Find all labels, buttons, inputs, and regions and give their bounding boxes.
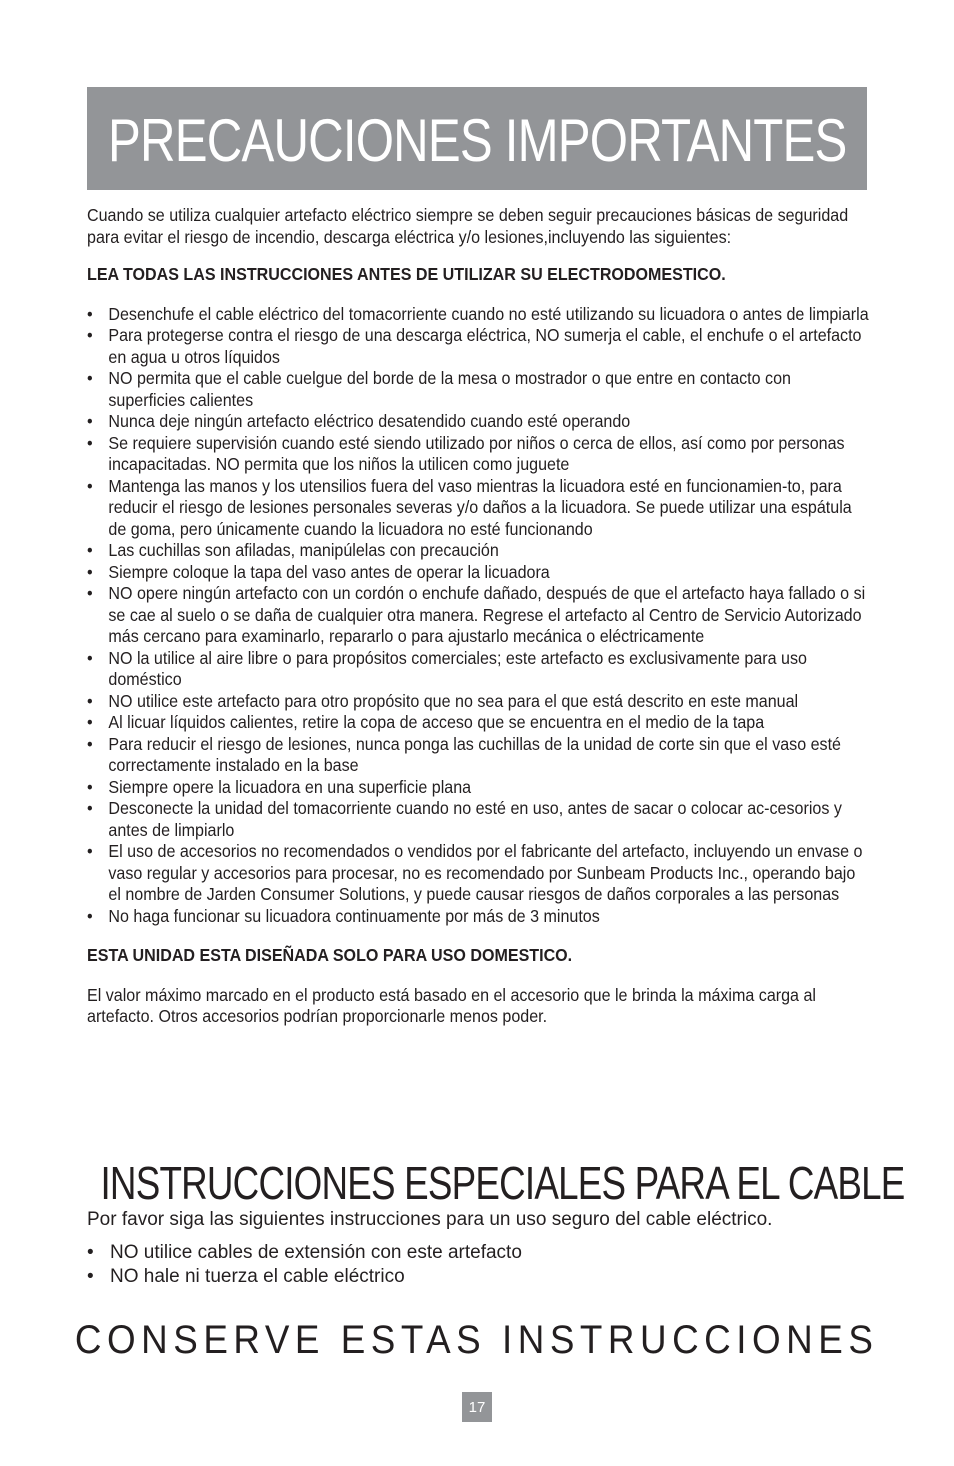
list-item-text: Siempre coloque la tapa del vaso antes de operar la licuadora: [108, 561, 550, 582]
bullet: •: [87, 841, 93, 861]
list-item-text: El uso de accesorios no recomendados o vendidos por el fabricante del artefacto, incluyendo un envase o vaso regular y accesorios para procesar, no es recomendado por Sunbeam Products Inc., operando bajo el nombre de Jarden Consumer Solutions, y puede causar riesgos de daños corporales a las personas: [108, 841, 863, 904]
bullet: •: [87, 905, 93, 926]
list-item-text: Siempre opere la licuadora en una superficie plana: [108, 776, 472, 797]
cord-section-heading: [0, 1156, 954, 1210]
bullet: •: [87, 690, 93, 711]
list-item-text: Nunca deje ningún artefacto eléctrico desatendido cuando esté operando: [108, 411, 631, 431]
cord-section: [87, 1208, 869, 1289]
bullet: •: [87, 368, 93, 388]
precautions-list: [87, 304, 870, 928]
cord-section-title: INSTRUCCIONES ESPECIALES PARA EL CABLE: [100, 1157, 905, 1209]
precautions-section: [87, 205, 869, 1028]
bullet: •: [87, 712, 93, 732]
bullet: •: [87, 647, 93, 668]
list-item-text: NO utilice cables de extensión con este artefacto: [110, 1242, 522, 1263]
bullet: •: [87, 776, 93, 797]
bullet: •: [87, 303, 93, 324]
list-item: [87, 1265, 869, 1289]
read-all-heading: LEA TODAS LAS INSTRUCCIONES ANTES DE UTILIZAR SU ELECTRODOMESTICO.: [87, 264, 726, 284]
bullet: •: [87, 411, 93, 431]
list-item: [87, 712, 870, 734]
list-item: [87, 583, 870, 648]
household-only-heading: ESTA UNIDAD ESTA DISEÑADA SOLO PARA USO DOMESTICO.: [87, 945, 573, 965]
bullet: •: [87, 583, 93, 603]
intro-paragraph: Cuando se utiliza cualquier artefacto eléctrico siempre se deben seguir precauciones básicas de seguridad para evitar el riesgo de incendio, descarga eléctrica y/o lesiones,incluyendo las siguientes:: [87, 205, 849, 247]
list-item-text: No haga funcionar su licuadora continuamente por más de 3 minutos: [108, 905, 600, 926]
list-item-text: NO permita que el cable cuelgue del borde de la mesa o mostrador o que entre en contacto con superficies calientes: [108, 368, 791, 410]
bullet: •: [87, 798, 93, 818]
page-title: PRECAUCIONES IMPORTANTES: [107, 107, 847, 174]
list-item: [87, 325, 870, 368]
bullet: •: [87, 432, 93, 453]
list-item-text: Para protegerse contra el riesgo de una descarga eléctrica, NO sumerja el cable, el enchufe o el artefacto en agua u otros líquidos: [108, 325, 862, 367]
list-item-text: Las cuchillas son afiladas, manipúlelas con precaución: [108, 540, 499, 560]
list-item-text: NO opere ningún artefacto con un cordón o enchufe dañado, después de que el artefacto haya fallado o si se cae al suelo o se daña de cualquier otra manera. Regrese el artefacto al Centro de Servicio Autorizado más cercano para examinarlo, repararlo o para ajustarlo mecánica o eléctricamente: [108, 583, 866, 646]
bullet: •: [87, 1266, 94, 1287]
cord-list: [87, 1241, 869, 1289]
list-item-text: NO la utilice al aire libre o para propósitos comerciales; este artefacto es exclusivamente para uso doméstico: [108, 647, 807, 689]
list-item: [87, 734, 870, 777]
list-item-text: Mantenga las manos y los utensilios fuera del vaso mientras la licuadora esté en funcionamien-to, para reducir el riesgo de lesiones personales severas y/o daños a la licuadora. Se puede utilizar una espátula de goma, pero únicamente cuando la licuadora no esté funcionando: [108, 475, 852, 539]
list-item: [87, 411, 870, 433]
list-item: [87, 540, 870, 562]
max-rating-paragraph: El valor máximo marcado en el producto está basado en el accesorio que le brinda la máxima carga al artefacto. Otros accesorios podrían proporcionarle menos poder.: [87, 984, 816, 1026]
bullet: •: [87, 1242, 94, 1263]
list-item-text: Desconecte la unidad del tomacorriente cuando no esté en uso, antes de sacar o colocar ac-cesorios y antes de limpiarlo: [108, 798, 842, 840]
list-item: [87, 562, 870, 584]
list-item: [87, 368, 870, 411]
list-item: [87, 777, 870, 799]
list-item-text: Al licuar líquidos calientes, retire la copa de acceso que se encuentra en el medio de la tapa: [108, 712, 765, 732]
list-item-text: Desenchufe el cable eléctrico del tomacorriente cuando no esté utilizando su licuadora o antes de limpiarla: [108, 303, 869, 324]
header-banner: [87, 87, 867, 190]
list-item: [87, 841, 870, 906]
list-item: [87, 648, 870, 691]
page-number: 17: [462, 1392, 492, 1422]
list-item: [87, 433, 870, 476]
bullet: •: [87, 475, 93, 496]
bullet: •: [87, 325, 93, 345]
list-item: [87, 906, 870, 928]
list-item-text: NO utilice este artefacto para otro propósito que no sea para el que está descrito en este manual: [108, 690, 799, 711]
list-item: [87, 798, 870, 841]
bullet: •: [87, 733, 93, 754]
list-item: [87, 304, 870, 326]
precautions-text-block: [87, 205, 870, 1028]
cord-intro: Por favor siga las siguientes instrucciones para un uso seguro del cable eléctrico.: [87, 1209, 773, 1230]
list-item-text: Para reducir el riesgo de lesiones, nunca ponga las cuchillas de la unidad de corte sin que el vaso esté correctamente instalado en la base: [108, 733, 841, 775]
list-item: [87, 476, 870, 541]
list-item-text: NO hale ni tuerza el cable eléctrico: [110, 1266, 405, 1287]
list-item: [87, 691, 870, 713]
list-item: [87, 1241, 869, 1265]
bullet: •: [87, 561, 93, 582]
bullet: •: [87, 540, 93, 560]
save-instructions-text: CONSERVE ESTAS INSTRUCCIONES: [75, 1318, 879, 1362]
list-item-text: Se requiere supervisión cuando esté siendo utilizado por niños o cerca de ellos, así como por personas incapacitadas. NO permita que los niños la utilicen como juguete: [108, 432, 845, 474]
save-instructions-banner: [0, 1318, 954, 1363]
